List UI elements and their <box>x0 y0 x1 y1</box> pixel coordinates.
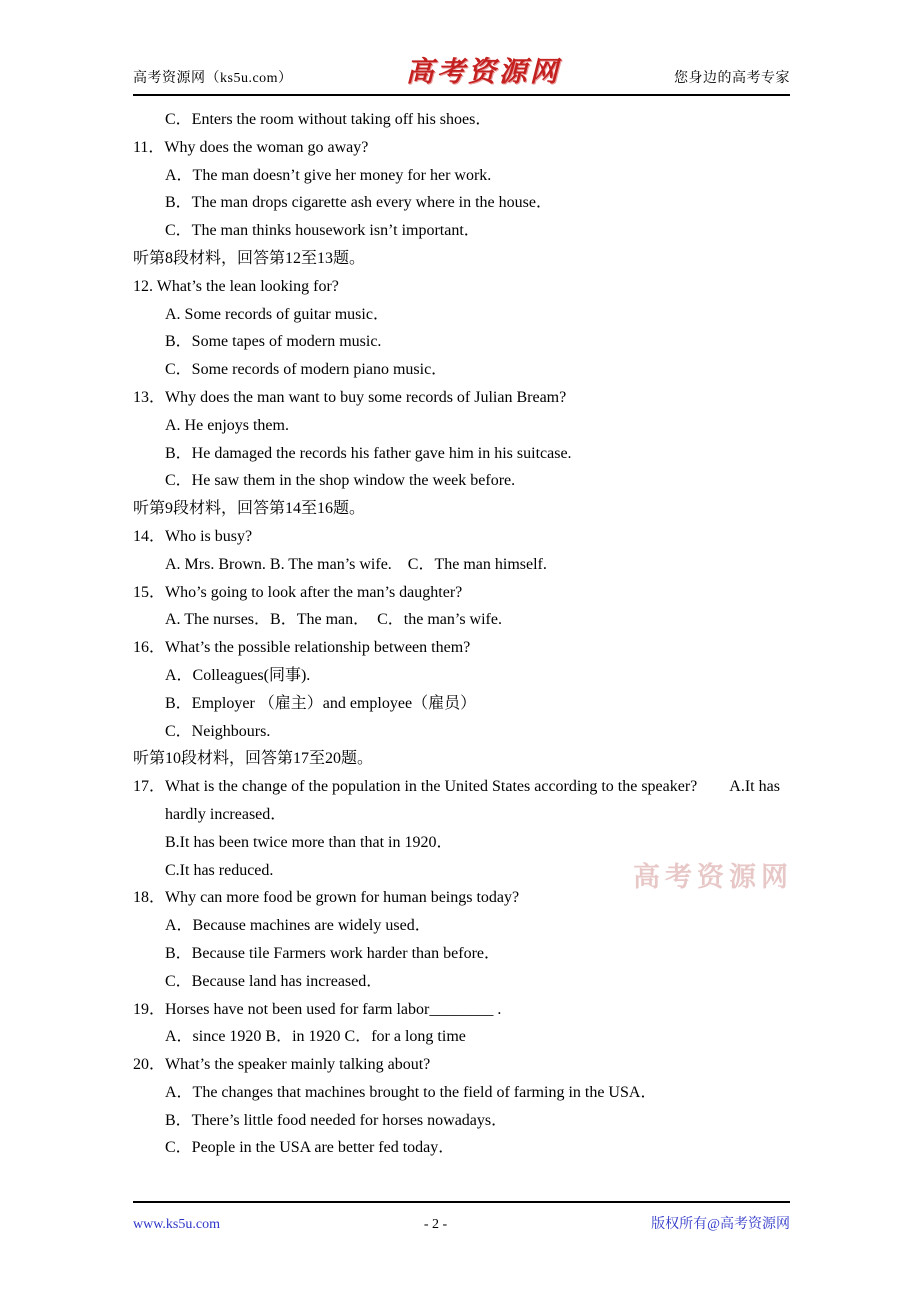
continuation-line: hardly increased． <box>165 805 287 823</box>
question-line: 14．Who is busy? <box>133 527 253 545</box>
option-line: C．Some records of modern piano music． <box>165 361 448 379</box>
option-line: B.It has been twice more than that in 1920． <box>165 833 453 851</box>
option-line: A．The changes that machines brought to the field of farming in the USA． <box>165 1083 657 1101</box>
option-line: A．The man doesn’t give her money for her work. <box>165 166 492 184</box>
question-line: 11．Why does the woman go away? <box>133 138 369 156</box>
footer-copyright-link[interactable]: 版权所有@高考资源网 <box>651 1217 790 1232</box>
option-line: C．He saw them in the shop window the week before. <box>165 472 516 490</box>
question-line: 16．What’s the possible relationship between them? <box>133 639 471 657</box>
option-line: A. He enjoys them. <box>165 416 289 434</box>
page-number: - 2 - <box>423 1217 448 1232</box>
page-header <box>133 0 790 96</box>
section-instruction: 听第8段材料，回答第12至13题。 <box>133 249 366 267</box>
site-logo: 高考资源网 <box>405 57 561 88</box>
option-line: C．People in the USA are better fed today． <box>165 1139 455 1157</box>
watermark-text: 高考资源网 <box>633 862 793 892</box>
document-body <box>133 106 790 1162</box>
question-line: 20．What’s the speaker mainly talking about? <box>133 1056 431 1074</box>
question-line: 17．What is the change of the population in the United States according to the speaker? A.It has <box>133 778 780 796</box>
option-line: B．There’s little food needed for horses nowadays． <box>165 1111 508 1129</box>
option-line: C.It has reduced. <box>165 861 274 879</box>
question-line: 19．Horses have not been used for farm labor________ . <box>133 1000 502 1018</box>
section-instruction: 听第10段材料，回答第17至20题。 <box>133 750 374 768</box>
option-line: C．Enters the room without taking off his shoes． <box>165 111 492 128</box>
option-line: A．Colleagues(同事). <box>165 666 311 684</box>
option-line: C．Neighbours. <box>165 722 271 740</box>
question-line: 15．Who’s going to look after the man’s daughter? <box>133 583 463 601</box>
option-line: B．The man drops cigarette ash every where in the house． <box>165 194 552 212</box>
option-line: B．Because tile Farmers work harder than before． <box>165 944 500 962</box>
page-footer <box>133 1201 790 1233</box>
header-slogan: 您身边的高考专家 <box>673 71 790 86</box>
option-line: C．The man thinks housework isn’t important． <box>165 222 480 240</box>
option-line: B．Some tapes of modern music. <box>165 333 382 351</box>
option-line: B．He damaged the records his father gave him in his suitcase. <box>165 444 572 462</box>
question-line: 12. What’s the lean looking for? <box>133 277 339 295</box>
question-line: 13．Why does the man want to buy some records of Julian Bream? <box>133 388 567 406</box>
option-line: A. Mrs. Brown. B. The man’s wife. C．The man himself. <box>165 555 547 573</box>
option-line: A．since 1920 B．in 1920 C．for a long time <box>165 1028 466 1046</box>
section-instruction: 听第9段材料，回答第14至16题。 <box>133 500 366 518</box>
option-line: A．Because machines are widely used． <box>165 917 431 935</box>
question-line: 18．Why can more food be grown for human beings today? <box>133 889 520 907</box>
option-line: A. Some records of guitar music． <box>165 305 389 323</box>
footer-site-url-link[interactable]: www.ks5u.com <box>133 1217 220 1232</box>
option-line: C．Because land has increased． <box>165 972 383 990</box>
option-line: B．Employer （雇主）and employee（雇员） <box>165 694 477 712</box>
header-site-name: 高考资源网（ks5u.com） <box>133 71 293 86</box>
option-line: A. The nurses．B．The man． C．the man’s wife. <box>165 611 502 629</box>
